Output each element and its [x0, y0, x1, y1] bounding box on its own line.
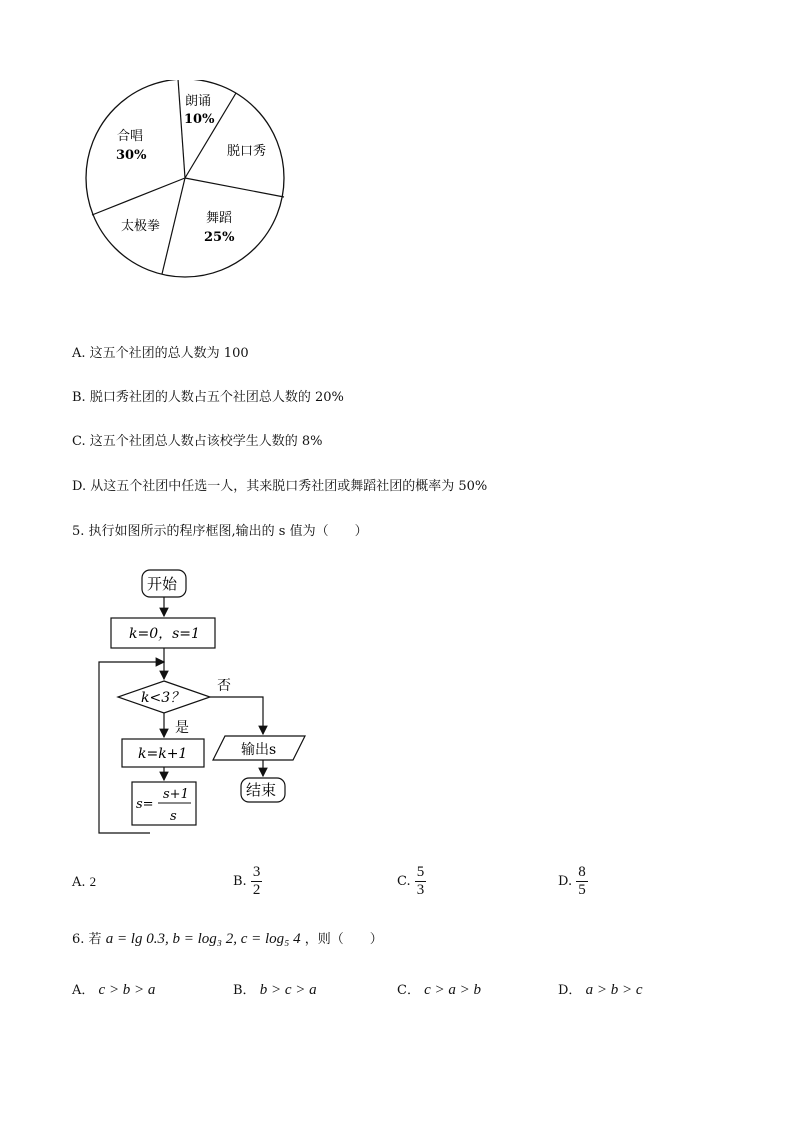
option-letter: C.	[397, 874, 411, 889]
q6-stem	[72, 928, 383, 948]
q4-option-d	[72, 475, 487, 494]
option-fraction	[251, 864, 263, 899]
option-letter: B.	[233, 874, 247, 889]
option-letter: C.	[72, 434, 86, 449]
option-fraction	[415, 864, 427, 899]
flowchart	[95, 565, 315, 840]
q5-option-b	[233, 864, 262, 899]
option-value: 2	[89, 874, 97, 889]
option-text: 这五个社团的总人数为 100	[89, 346, 249, 361]
pie-label-4-pct: 30%	[116, 148, 147, 163]
option-letter: A.	[72, 875, 86, 890]
pie-label-2-pct: 25%	[204, 230, 235, 245]
option-text: c > b > a	[98, 982, 156, 998]
q6-condition: a = lg 0.3, b = log₃ 2, c = log₅ 4	[105, 931, 301, 947]
q4-option-a	[72, 342, 249, 361]
flow-init-text: k=0，s=1	[129, 626, 200, 642]
fraction-numerator: 8	[578, 864, 586, 880]
flow-yes-label: 是	[175, 720, 189, 736]
fraction-denominator: 5	[578, 882, 586, 898]
option-letter: A.	[72, 346, 86, 361]
flow-assign-num: s+1	[163, 787, 189, 802]
fraction-denominator: 2	[252, 882, 261, 898]
flow-cond-text: k<3？	[141, 690, 185, 706]
pie-label-3-name: 太极拳	[121, 219, 161, 234]
option-fraction	[576, 864, 588, 899]
fraction-numerator: 5	[416, 864, 425, 880]
option-letter: D.	[72, 479, 87, 494]
option-letter: B．	[233, 983, 256, 998]
pie-label-0-pct: 10%	[184, 112, 215, 127]
option-letter: D.	[558, 874, 573, 889]
pie-label-0-name: 朗诵	[185, 94, 212, 109]
fraction-numerator: 3	[252, 864, 261, 880]
pie-label-1-name: 脱口秀	[227, 144, 267, 159]
fraction-denominator: 3	[416, 882, 425, 898]
q6-option-c	[397, 979, 481, 999]
q4-option-c	[72, 430, 323, 449]
q5-option-a	[72, 874, 96, 890]
flow-assign-den: s	[170, 809, 177, 824]
option-text: 从这五个社团中任选一人，其来脱口秀社团或舞蹈社团的概率为 50%	[90, 479, 488, 494]
q6-option-d	[558, 979, 642, 999]
flow-step-text: k=k+1	[138, 746, 188, 762]
q6-option-b	[233, 979, 317, 999]
option-text: 脱口秀社团的人数占五个社团总人数的 20%	[89, 390, 344, 405]
option-text: c > a > b	[424, 982, 481, 998]
flow-end-text: 结束	[246, 781, 277, 799]
option-letter: D．	[558, 983, 582, 998]
q5-option-c	[397, 864, 426, 899]
option-text: b > c > a	[259, 982, 317, 998]
option-letter: A．	[72, 983, 95, 998]
flow-output-text: 输出s	[241, 742, 277, 758]
option-letter: C．	[397, 983, 420, 998]
option-text: a > b > c	[585, 982, 643, 998]
pie-label-2-name: 舞蹈	[206, 211, 233, 226]
pie-label-4-name: 合唱	[117, 129, 144, 144]
q4-option-b	[72, 386, 344, 405]
q6-suffix: ，则（ ）	[304, 932, 383, 947]
option-letter: B.	[72, 390, 86, 405]
flow-no-label: 否	[217, 678, 231, 694]
flow-start-text: 开始	[147, 575, 178, 593]
flow-assign-lhs: s=	[136, 797, 154, 812]
q5-stem: 5. 执行如图所示的程序框图,输出的 s 值为（ ）	[72, 524, 368, 539]
q6-prefix: 6. 若	[72, 932, 102, 947]
pie-chart	[80, 80, 292, 282]
q6-option-a	[72, 979, 155, 999]
option-text: 这五个社团总人数占该校学生人数的 8%	[89, 434, 323, 449]
q5-option-d	[558, 864, 588, 899]
